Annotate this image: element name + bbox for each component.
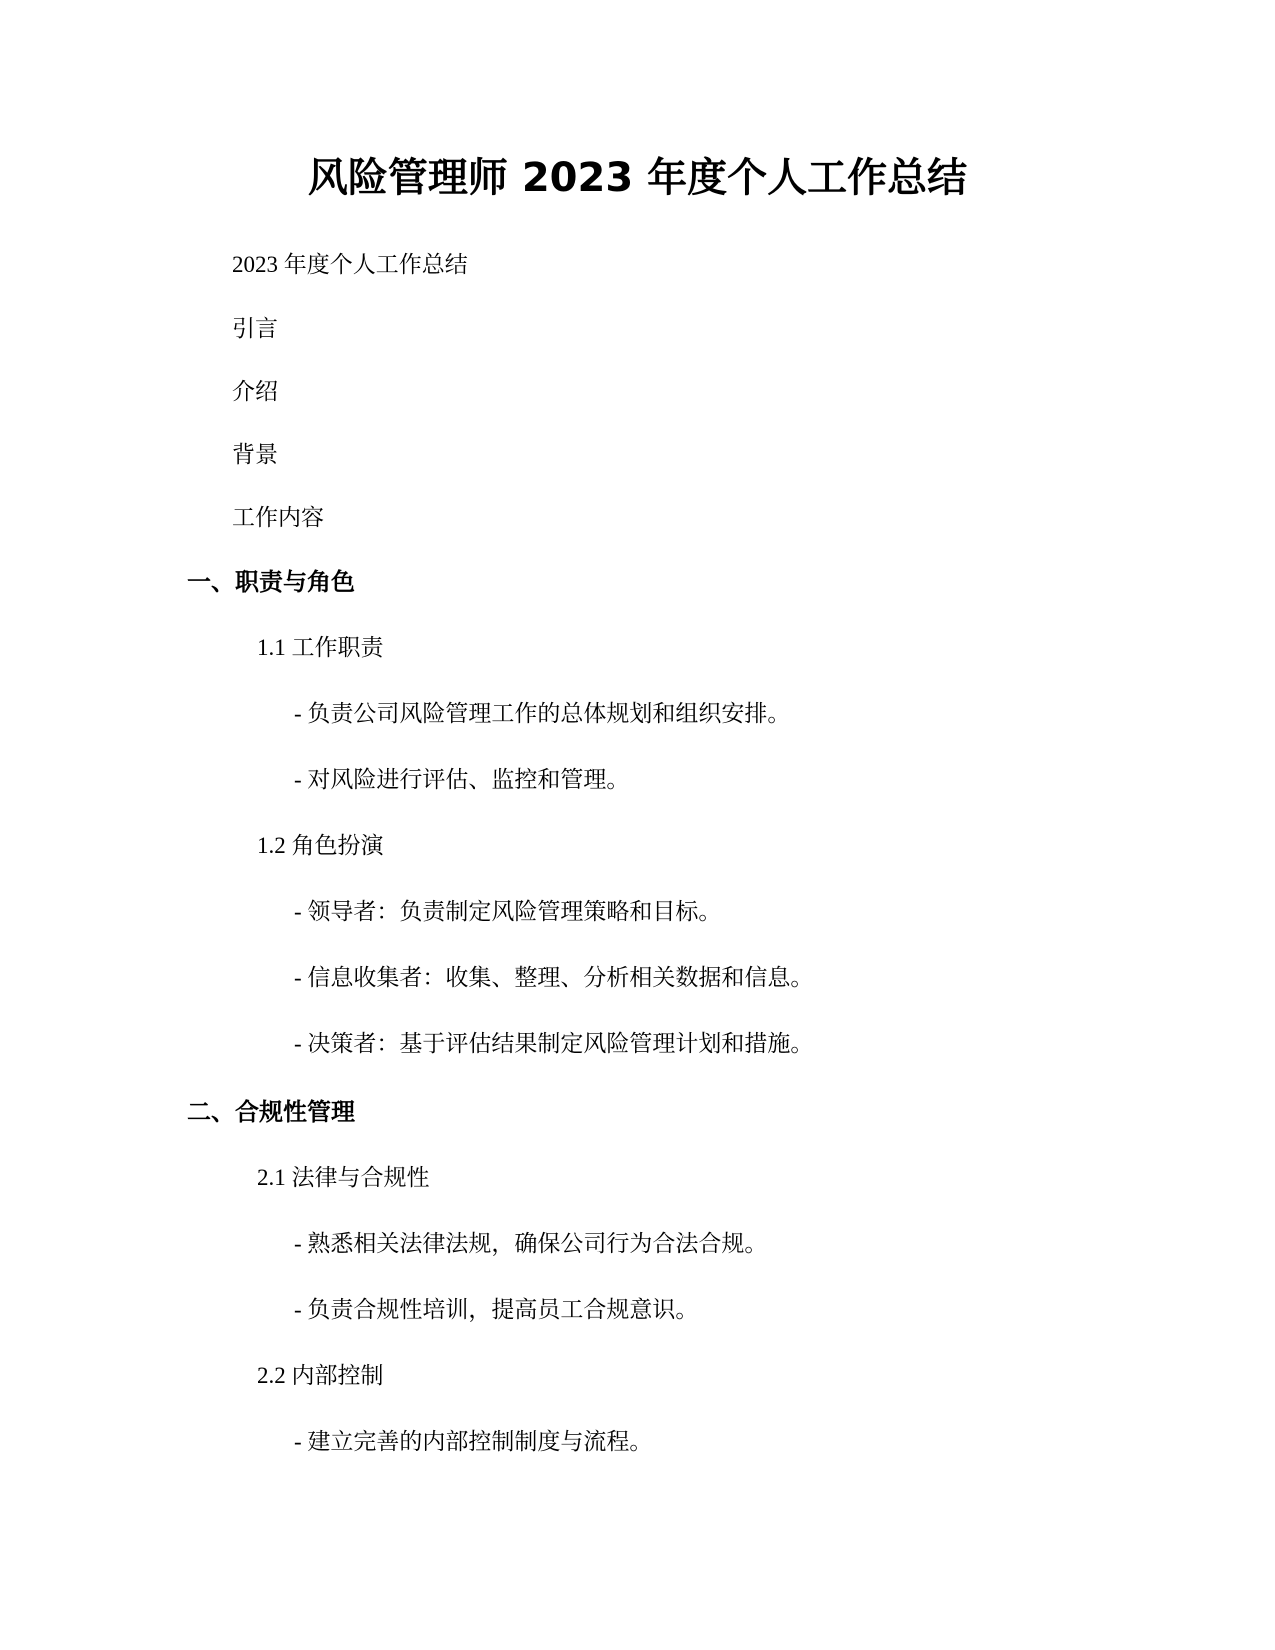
bullet-item: - 信息收集者：收集、整理、分析相关数据和信息。 — [294, 965, 814, 990]
section-heading: 二、合规性管理 — [187, 1098, 355, 1126]
bullet-item: - 领导者：负责制定风险管理策略和目标。 — [294, 899, 722, 924]
subsection-heading: 2.2 内部控制 — [257, 1363, 384, 1388]
subsection-heading: 2.1 法律与合规性 — [257, 1165, 430, 1190]
bullet-item: - 对风险进行评估、监控和管理。 — [294, 767, 630, 792]
section-heading: 一、职责与角色 — [187, 568, 355, 596]
subsection-heading: 1.1 工作职责 — [257, 635, 384, 660]
intro-item: 背景 — [232, 442, 278, 467]
document-subtitle: 2023 年度个人工作总结 — [232, 252, 468, 277]
bullet-item: - 负责公司风险管理工作的总体规划和组织安排。 — [294, 701, 791, 726]
bullet-item: - 决策者：基于评估结果制定风险管理计划和措施。 — [294, 1031, 814, 1056]
document-title: 风险管理师 2023 年度个人工作总结 — [307, 155, 968, 201]
intro-item: 引言 — [232, 316, 278, 341]
subsection-heading: 1.2 角色扮演 — [257, 833, 384, 858]
intro-item: 介绍 — [232, 379, 278, 404]
intro-item: 工作内容 — [232, 505, 324, 530]
bullet-item: - 建立完善的内部控制制度与流程。 — [294, 1429, 653, 1454]
bullet-item: - 负责合规性培训，提高员工合规意识。 — [294, 1297, 699, 1322]
bullet-item: - 熟悉相关法律法规，确保公司行为合法合规。 — [294, 1231, 768, 1256]
